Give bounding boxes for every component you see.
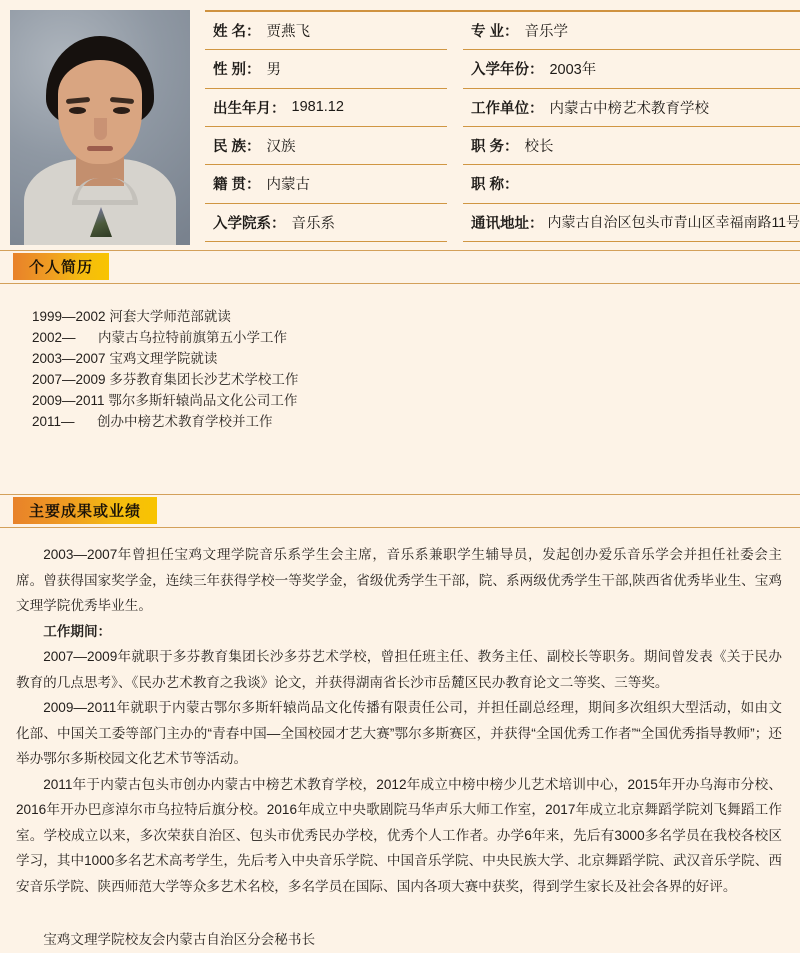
info-label-ethnicity: 民 族： <box>213 139 261 156</box>
info-row-birthdate <box>205 89 447 127</box>
photo-eye-left <box>69 107 86 114</box>
portrait-photo <box>10 10 190 245</box>
info-label-employer: 工作单位： <box>470 100 544 117</box>
info-value-enrollment-year: 2003年 <box>549 62 597 79</box>
info-value-employer: 内蒙古中榜艺术教育学校 <box>549 100 709 117</box>
info-label-major: 专 业： <box>470 24 519 41</box>
photo-mouth <box>87 146 113 151</box>
info-label-department: 入学院系： <box>213 215 286 232</box>
info-column-left <box>205 12 447 242</box>
info-row-title <box>463 165 800 203</box>
info-label-hometown: 籍 贯： <box>213 177 261 194</box>
info-row-employer <box>463 89 800 127</box>
list-item: 2002— 内蒙古乌拉特前旗第五小学工作 <box>32 330 288 345</box>
info-value-name: 贾燕飞 <box>266 24 311 41</box>
section-badge-achievements: 主要成果或业绩 <box>13 497 157 524</box>
info-value-position: 校长 <box>524 139 554 156</box>
info-label-title: 职 称： <box>470 177 519 194</box>
info-row-position <box>463 127 800 165</box>
info-column-right <box>463 12 800 242</box>
paragraph: 2003—2007年曾担任宝鸡文理学院音乐系学生会主席，音乐系兼职学生辅导员，发起创办爱乐音乐学会并担任社委会主席。曾获得国家奖学金，连续三年获得学校一等奖学金，省级优秀学生干部，院、系两级优秀学生干部,陕西省优秀毕业生、宝鸡文理学院优秀毕业生。 <box>16 547 782 613</box>
section-header-achievements <box>0 494 800 528</box>
info-value-birthdate: 1981.12 <box>291 99 344 116</box>
info-row-hometown <box>205 165 447 203</box>
info-label-address: 通讯地址： <box>470 215 544 232</box>
photo-nose <box>94 118 107 140</box>
info-row-major <box>463 12 800 50</box>
info-value-department: 音乐系 <box>291 215 335 232</box>
section-header-resume <box>0 250 800 284</box>
info-value-major: 音乐学 <box>524 24 568 41</box>
info-label-birthdate: 出生年月： <box>213 100 286 117</box>
photo-eye-right <box>113 107 130 114</box>
info-value-ethnicity: 汉族 <box>266 139 296 156</box>
resume-list <box>0 284 800 432</box>
list-item: 2003—2007 宝鸡文理学院就读 <box>32 351 218 366</box>
list-item: 2009—2011 鄂尔多斯轩辕尚品文化公司工作 <box>32 393 298 408</box>
profile-block <box>0 0 800 250</box>
paragraph: 2009—2011年就职于内蒙古鄂尔多斯轩辕尚品文化传播有限责任公司，并担任副总经理，期间多次组织大型活动，如由文化部、中国关工委等部门主办的“青春中国—全国校园才艺大赛”鄂尔多斯赛区，并获得“全国优秀工作者”“全国优秀指导教师”；还举办鄂尔多斯校园文化艺术节等活动。 <box>16 700 782 766</box>
info-row-department <box>205 204 447 242</box>
paragraph: 2011年于内蒙古包头市创办内蒙古中榜艺术教育学校，2012年成立中榜中榜少儿艺术培训中心，2015年开办乌海市分校、2016年开办巴彦淖尔市乌拉特后旗分校。2016年成立中央歌剧院马华声乐大师工作室，2017年成立北京舞蹈学院刘飞舞蹈工作室。学校成立以来，多次荣获自治区、包头市优秀民办学校，优秀个人工作者。办学6年来，先后有3000多名学员在我校各校区学习，其中1000多名艺术高考学生，先后考入中央音乐学院、中国音乐学院、中央民族大学、北京舞蹈学院、武汉音乐学院、西安音乐学院、陕西师范大学等众多艺术名校，多名学员在国际、国内各项大赛中获奖，得到学生家长及社会各界的好评。 <box>16 776 782 894</box>
achievements-footer: 宝鸡文理学院校友会内蒙古自治区分会秘书长 <box>43 932 316 947</box>
paragraph-subheading: 工作期间： <box>43 623 112 639</box>
info-row-enrollment-year <box>463 50 800 88</box>
info-value-gender: 男 <box>266 62 282 79</box>
section-gap <box>0 432 800 494</box>
info-label-gender: 性 别： <box>213 62 261 79</box>
section-badge-resume: 个人简历 <box>13 253 109 280</box>
list-item: 1999—2002 河套大学师范部就读 <box>32 309 231 324</box>
paragraph: 2007—2009年就职于多芬教育集团长沙多芬艺术学校，曾担任班主任、教务主任、副校长等职务。期间曾发表《关于民办教育的几点思考》、《民办艺术教育之我谈》论文，并获得湖南省长沙市岳麓区民办教育论文二等奖、三等奖。 <box>16 649 782 690</box>
list-item: 2011— 创办中榜艺术教育学校并工作 <box>32 414 273 429</box>
info-label-enrollment-year: 入学年份： <box>470 62 544 79</box>
info-row-gender <box>205 50 447 88</box>
info-label-position: 职 务： <box>470 139 519 156</box>
info-table <box>205 10 800 242</box>
list-item: 2007—2009 多芬教育集团长沙艺术学校工作 <box>32 372 299 387</box>
info-label-name: 姓 名： <box>213 24 261 41</box>
info-row-name <box>205 12 447 50</box>
achievements-body <box>0 528 800 953</box>
info-value-address: 内蒙古自治区包头市青山区幸福南路11号 <box>547 214 800 231</box>
info-value-hometown: 内蒙古 <box>266 177 311 194</box>
info-row-address <box>463 204 800 242</box>
info-row-ethnicity <box>205 127 447 165</box>
